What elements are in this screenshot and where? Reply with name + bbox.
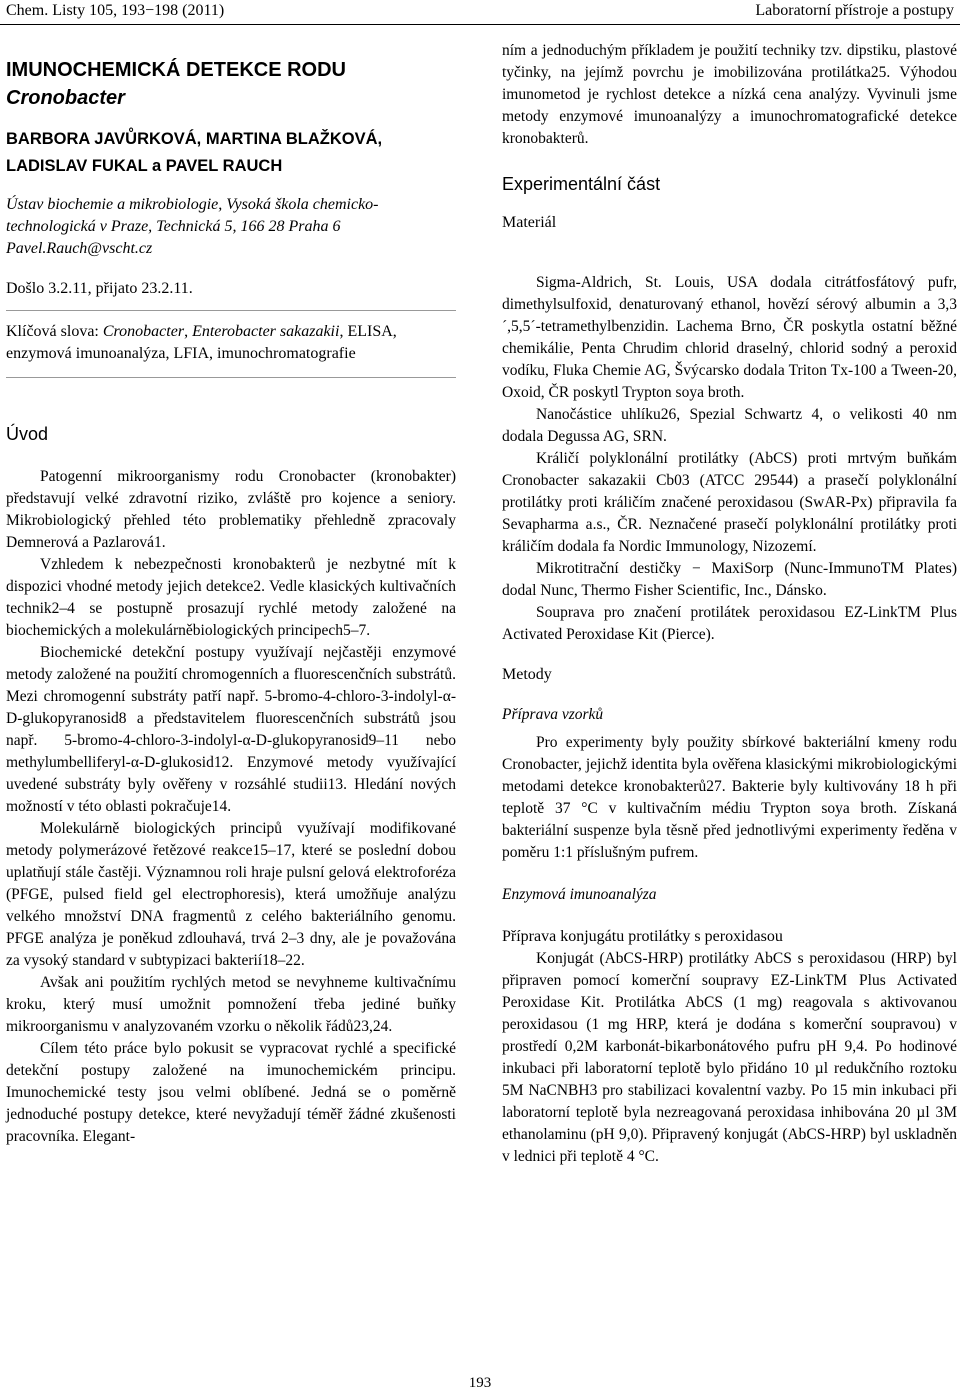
paragraph: Pro experimenty byly použity sbírkové bakteriální kmeny rodu Cronobacter, jejichž identita byla ověřena klasickými mikrobiologickými metodami detekce kronobakterů27. Bakterie byly kultivovány 18 h při teplotě 37 °C v kultivačním médiu Trypton soya broth. Získaná bakteriální suspenze byla těsně před jednotlivými experimenty ředěna v poměru 1:1 příslušným pufrem. (502, 734, 957, 861)
section-heading-intro: Úvod (6, 424, 49, 444)
paragraph: Mikrotitrační destičky − MaxiSorp (Nunc-ImmunoTM Plates) dodal Nunc, Thermo Fisher Scientific, Inc., Dánsko. (502, 560, 957, 599)
paragraph: Nanočástice uhlíku26, Spezial Schwartz 4, o velikosti 40 nm dodala Degussa AG, SRN. (502, 406, 957, 445)
subsection-heading-methods: Metody (502, 666, 552, 683)
journal-citation: Chem. Listy 105, 193−198 (2011) (6, 2, 225, 19)
journal-section: Laboratorní přístroje a postupy (755, 2, 954, 19)
subsection-heading-sample-prep: Příprava vzorků (502, 706, 604, 723)
title-genus: Cronobacter (6, 87, 125, 109)
left-column (6, 40, 456, 1148)
title-line: IMUNOCHEMICKÁ DETEKCE RODU (6, 59, 346, 81)
paragraph: Králičí polyklonální protilátky (AbCS) proti mrtvým buňkám Cronobacter sakazakii Cb03 (ATCC 29544) a prasečí polyklonální protilátky proti králičím značené peroxidasou (SwAR-Px) připravila fa Sevapharma a.s., ČR. Neznačené prasečí polyklonální protilátky proti králičím dodala fa Nordic Immunology, Nizozemí. (502, 450, 957, 555)
author-list: BARBORA JAVŮRKOVÁ, MARTINA BLAŽKOVÁ, LADISLAV FUKAL a PAVEL RAUCH (6, 130, 383, 175)
paragraph: Biochemické detekční postupy využívají nejčastěji enzymové metody založené na použití chromogenních a fluorescenčních substrátů. Mezi chromogenní substráty patří např. 5-bromo-4-chloro-3-indolyl-α-D-glukopyranosid8 a představitelem fluorescenčních substrátů jsou např. 5-bromo-4-chloro-3-indolyl-α-D-glukopyranosid9–11 nebo methylumbelliferyl-α-D-glukosid12. Enzymové metody využívající uvedené substráty byly ověřeny v rozsáhlé studii13. Hledání nových možností v této oblasti pokračuje14. (6, 644, 456, 815)
paragraph: Sigma-Aldrich, St. Louis, USA dodala citrátfosfátový pufr, dimethylsulfoxid, denaturovaný ethanol, hovězí sérový albumin a 3,3´,5,5´-tetramethylbenzidin. Lachema Brno, ČR poskytla ostatní běžné chemikálie, Penta Chrudim chlorid draselný, chlorid sodný a peroxid vodíku, Fluka Chemie AG, Švýcarsko dodala Triton Tx-100 a Tween-20, Oxoid, ČR poskytl Trypton soya broth. (502, 274, 957, 401)
page-number: 193 (468, 1375, 492, 1391)
received-date: Došlo 3.2.11, přijato 23.2.11. (6, 280, 193, 297)
right-column (502, 40, 957, 1168)
subsection-heading-material: Materiál (502, 214, 557, 231)
paragraph: Souprava pro značení protilátek peroxidasou EZ-LinkTM Plus Activated Peroxidase Kit (Pierce). (502, 604, 957, 643)
divider (6, 377, 456, 378)
running-header (0, 0, 960, 25)
paragraph-continuation: ním a jednoduchým příkladem je použití techniky tzv. dipstiku, plastové tyčinky, na jejímž povrchu je imobilizována protilátka25. Výhodou imunometod je rychlost detekce a nízká cena analýzy. Vyvinuli jsme metody enzymové imunoanalýzy a imunochromatografické detekce kronobakterů. (502, 42, 957, 147)
paragraph: Molekulárně biologických principů využívají modifikované metody polymerázové řetězové reakce15–17, které se poslední dobou uplatňují stále častěji. Významnou roli hraje pulsní gelová elektroforéza (PFGE, pulsed field gel electrophoresis), která umožňuje analýzu velkého množství DNA fragmentů z celého bakteriálního genomu. PFGE analýza je poněkud zdlouhavá, trvá 2–3 dny, ale je považována za vysoký standard v subtypizaci bakterií18–22. (6, 820, 456, 969)
paragraph: Patogenní mikroorganismy rodu Cronobacter (kronobakter) představují velké zdravotní riziko, zvláště pro kojence a seniory. Mikrobiologický přehled této problematiky přehledně zpracovaly Demnerová a Pazlarová1. (6, 468, 456, 551)
section-heading-experimental: Experimentální část (502, 174, 661, 194)
affiliation: Ústav biochemie a mikrobiologie, Vysoká škola chemicko-technologická v Praze, Technická 5, 166 28 Praha 6 Pavel.Rauch@vscht.cz (6, 196, 379, 257)
article-title (6, 56, 456, 112)
subsection-heading-conjugate: Příprava konjugátu protilátky s peroxidasou (502, 928, 783, 945)
paragraph: Cílem této práce bylo pokusit se vypracovat rychlé a specifické detekční postupy založené na imunochemickém principu. Imunochemické testy jsou velmi oblíbené. Jedná se o poměrně jednoduché postupy detekce, které nevyžadují téměř žádné zkušenosti pracovníka. Elegant- (6, 1040, 456, 1145)
subsection-heading-eia: Enzymová imunoanalýza (502, 886, 657, 903)
paragraph: Vzhledem k nebezpečnosti kronobakterů je nezbytné mít k dispozici vhodné metody jejich detekce2. Vedle klasických kultivačních technik2–4 se postupně prosazují rychlé metody založené na biochemických a molekulárněbiologických principech5–7. (6, 556, 456, 639)
keywords: Klíčová slova: Cronobacter, Enterobacter sakazakii, ELISA, enzymová imunoanalýza, LFIA, imunochromatografie (6, 323, 397, 362)
divider (6, 310, 456, 311)
paragraph: Konjugát (AbCS-HRP) protilátky AbCS s peroxidasou (HRP) byl připraven pomocí komerční soupravy EZ-LinkTM Plus Activated Peroxidase Kit. Protilátka AbCS (1 mg) reagovala s aktivovanou peroxidasou (1 mg HRP, která je dodána s komerční soupravou) v prostředí 0,2M karbonát-bikarbonátového pufru pH 9,4. Po hodinové inkubaci při laboratorní teplotě bylo přidáno 10 µl redukčního roztoku 5M NaCNBH3 pro stabilizaci kovalentní vazby. Po 15 min inkubaci při laboratorní teplotě byla nezreagovaná peroxidasa inhibována 20 µl 3M ethanolaminu (pH 9,0). Připravený konjugát (AbCS-HRP) byl uskladněn v lednici při teplotě 4 °C. (502, 950, 957, 1165)
paragraph: Avšak ani použitím rychlých metod se nevyhneme kultivačnímu kroku, který musí umožnit pomnožení třeba jediné buňky mikroorganismu v analyzovaném vzorku o několik řádů23,24. (6, 974, 456, 1035)
